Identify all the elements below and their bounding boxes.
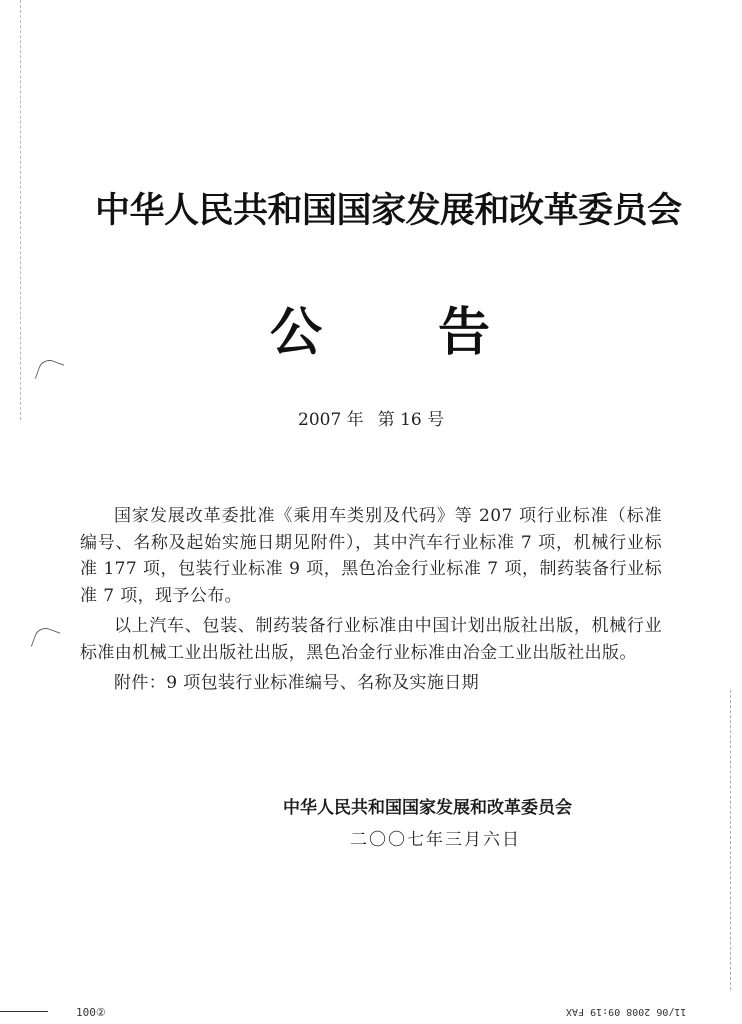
- notice-title-char: 告: [437, 303, 490, 363]
- body-paragraph: 以上汽车、包装、制药装备行业标准由中国计划出版社出版，机械行业标准由机械工业出版社出版，黑色冶金行业标准由冶金工业出版社出版。: [80, 616, 662, 663]
- scan-edge-line: [20, 0, 22, 420]
- fax-header-stamp: 11/06 2008 09:19 FAX: [566, 1006, 687, 1017]
- signature-organization: 中华人民共和国国家发展和改革委员会: [283, 798, 572, 818]
- issuing-organization-title: 中华人民共和国国家发展和改革委员会: [95, 191, 682, 231]
- attachment-line: 附件：9 项包装行业标准编号、名称及实施日期: [114, 673, 480, 693]
- notice-number: [298, 405, 444, 430]
- side-scan-stamp: [6, 418, 20, 553]
- footer-rule: [0, 1011, 48, 1012]
- punch-hole-mark: [31, 625, 60, 654]
- scan-edge-line: [730, 690, 732, 990]
- notice-year: 2007 年: [298, 410, 364, 430]
- punch-hole-mark: [35, 357, 64, 386]
- notice-issue-number: 第 16 号: [377, 410, 445, 430]
- notice-body: [80, 503, 662, 697]
- notice-title: [270, 290, 490, 365]
- page-mark: 100②: [76, 1006, 106, 1019]
- notice-title-char: 公: [270, 303, 323, 363]
- body-paragraph: 国家发展改革委批准《乘用车类别及代码》等 207 项行业标准（标准编号、名称及起始实施日期见附件），其中汽车行业标准 7 项，机械行业标准 177 项，包装行业标准 9 项，黑色冶金行业标准 7 项，制药装备行业标准 7 项，现予公布。: [80, 506, 662, 606]
- signature-date: 二〇〇七年三月六日: [350, 830, 521, 850]
